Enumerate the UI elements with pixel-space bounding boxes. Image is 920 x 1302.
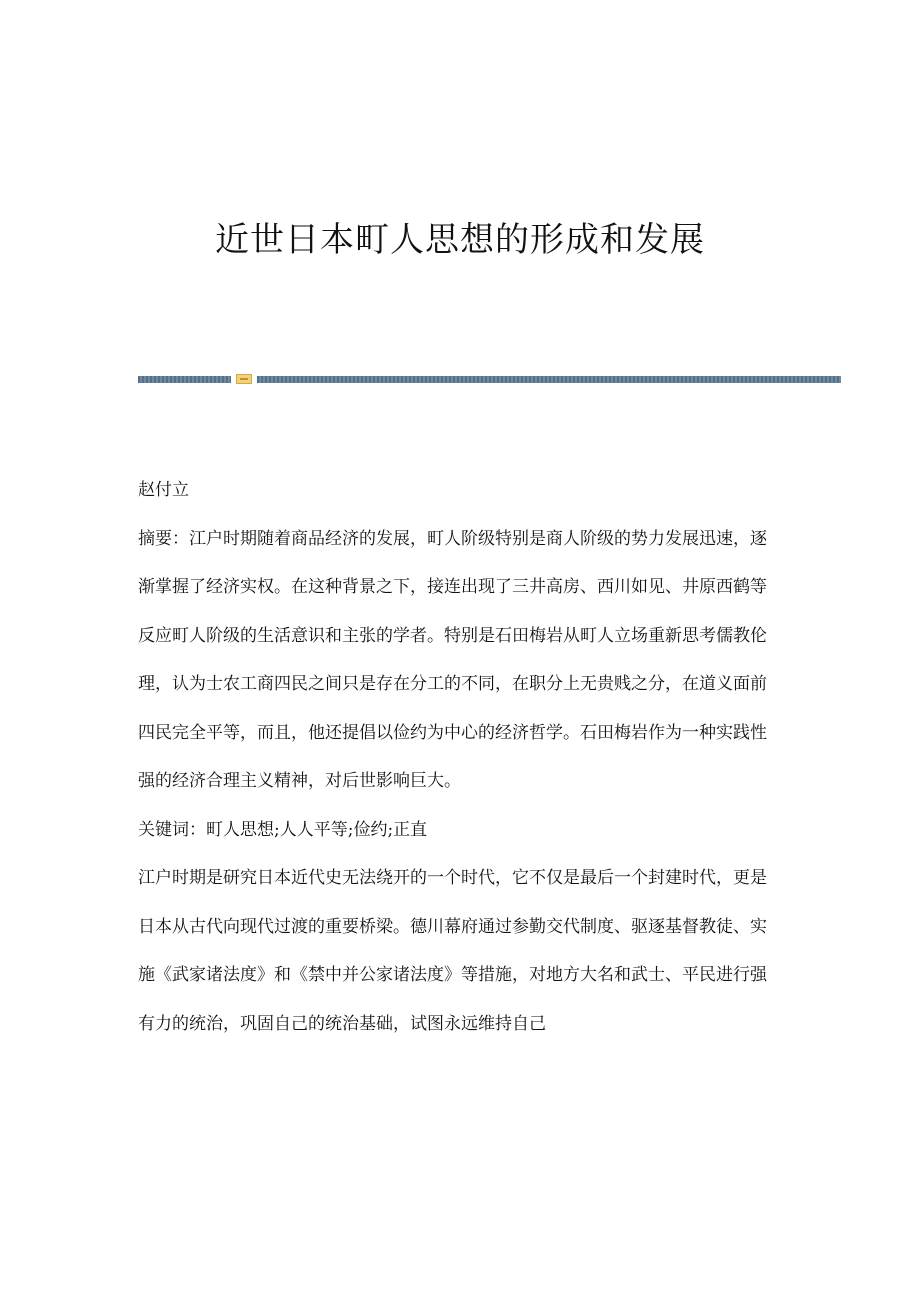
divider-ornament-icon — [236, 374, 252, 384]
document-content — [138, 466, 778, 1048]
title-divider — [138, 374, 841, 384]
body-paragraph: 江户时期是研究日本近代史无法绕开的一个时代，它不仅是最后一个封建时代，更是日本从古代向现代过渡的重要桥梁。德川幕府通过参勤交代制度、驱逐基督教徒、实施《武家诸法度》和《禁中并公家诸法度》等措施，对地方大名和武士、平民进行强有力的统治，巩固自己的统治基础，试图永远维持自己 — [138, 868, 767, 1034]
abstract-paragraph: 摘要：江户时期随着商品经济的发展，町人阶级特别是商人阶级的势力发展迅速，逐渐掌握了经济实权。在这种背景之下，接连出现了三井高房、西川如见、井原西鹤等反应町人阶级的生活意识和主张的学者。特别是石田梅岩从町人立场重新思考儒教伦理，认为士农工商四民之间只是存在分工的不同，在职分上无贵贱之分，在道义面前四民完全平等，而且，他还提倡以俭约为中心的经济哲学。石田梅岩作为一种实践性强的经济合理主义精神，对后世影响巨大。 — [138, 528, 767, 791]
keywords-line: 关键词：町人思想;人人平等;俭约;正直 — [138, 819, 428, 840]
author-name: 赵付立 — [138, 480, 189, 500]
divider-right-bar — [257, 376, 841, 383]
divider-left-bar — [138, 376, 231, 383]
document-title: 近世日本町人思想的形成和发展 — [215, 220, 705, 260]
